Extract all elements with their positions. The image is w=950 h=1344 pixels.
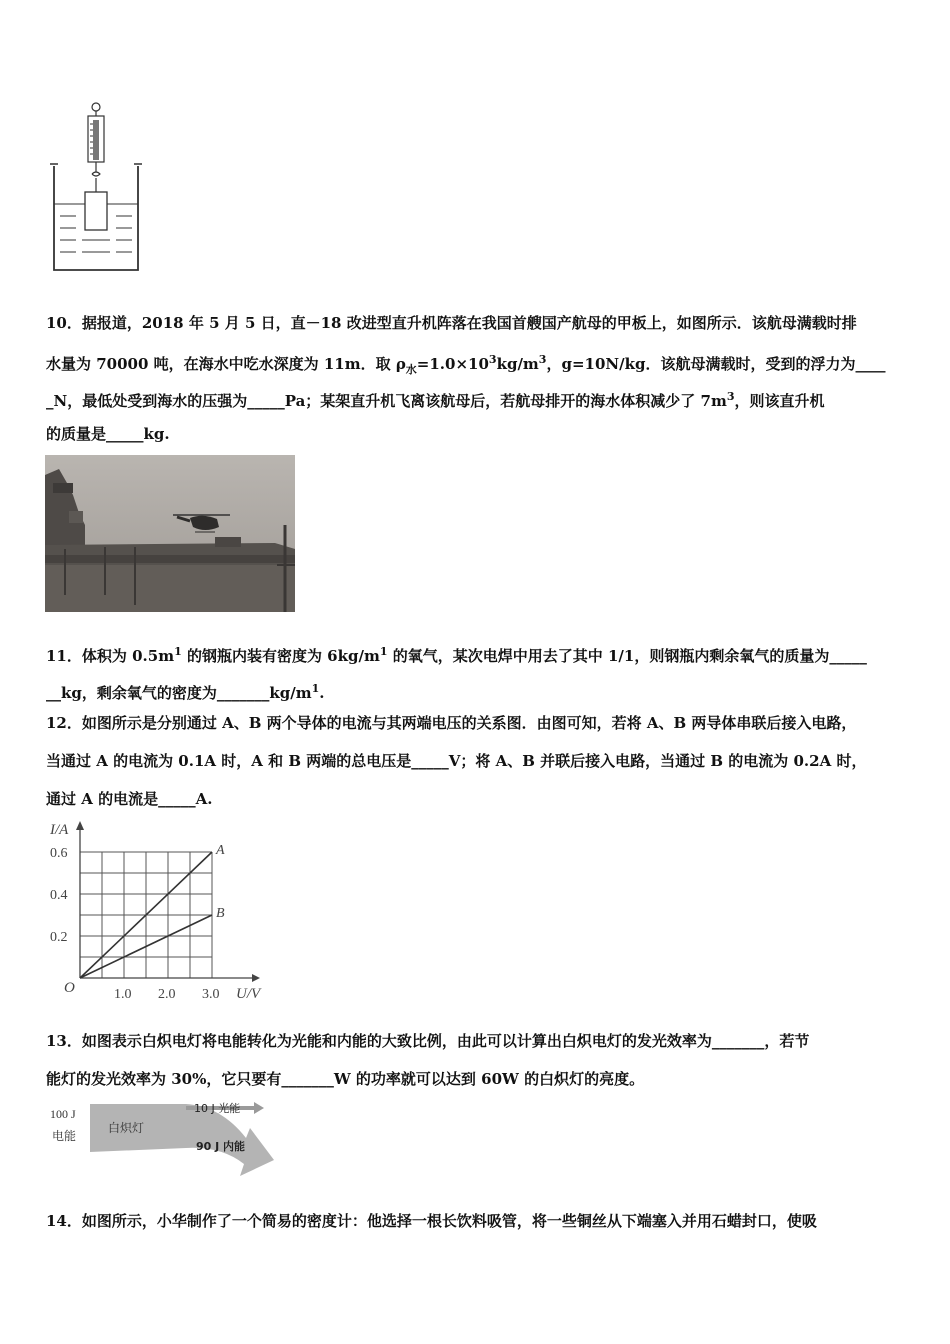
y-axis-label: I/A: [50, 822, 69, 838]
energy-flow-shape: [90, 1104, 274, 1176]
q11-line-2a: __kg，剩余氧气的密度为_______kg/m: [46, 684, 312, 702]
input-energy-value: 100 J: [50, 1107, 76, 1121]
q11-exp-1: 1: [174, 645, 182, 658]
origin-label: O: [64, 980, 75, 996]
y-axis-arrow: [76, 821, 84, 830]
q11-line-2b: .: [319, 684, 325, 702]
q10-line-3a: _N，最低处受到海水的压强为_____Pa；某架直升机飞离该航母后，若航母排开的海水体积减少了 7m: [46, 392, 727, 410]
q11-line-1: [46, 642, 916, 666]
x-tick-label: 2.0: [158, 987, 176, 1002]
q13-line-2: 能灯的发光效率为 30%，它只要有_______W 的功率就可以达到 60W 的白炽灯的亮度。: [46, 1070, 645, 1088]
q11-exp-3: 1: [311, 682, 320, 695]
q14-line-1: 14．如图所示，小华制作了一个简易的密度计：他选择一根长饮料吸管，将一些铜丝从下端塞入并用石蜡封口，使吸: [46, 1212, 817, 1230]
q12-line-3: 通过 A 的电流是_____A.: [46, 790, 213, 808]
heat-output-label: 90 J 内能: [196, 1140, 246, 1153]
q10-line-4: 的质量是_____kg.: [46, 425, 170, 443]
q10-line-2a: 水量为 70000 吨，在海水中吃水深度为 11m．取 ρ: [46, 355, 406, 373]
q10-line-2d: ，g=10N/kg．该航母满载时，受到的浮力为____: [546, 355, 886, 373]
x-tick-label: 3.0: [202, 987, 220, 1002]
q10-line-3: [46, 387, 916, 411]
spring-scale-beaker-figure: [46, 100, 146, 275]
q11-exp-2: 1: [379, 645, 388, 658]
q11-line-2: [46, 679, 916, 703]
q13-line-1: 13．如图表示白炽电灯将电能转化为光能和内能的大致比例，由此可以计算出白炽电灯的发光效率为_______，若节: [46, 1032, 810, 1050]
series-label-b: B: [216, 906, 225, 921]
current-voltage-chart: [46, 818, 276, 1008]
x-axis-arrow: [252, 974, 260, 982]
q12-line-2: 当通过 A 的电流为 0.1A 时，A 和 B 两端的总电压是_____V；将 A、B 并联后接入电路，当通过 B 的电流为 0.2A 时，: [46, 752, 867, 770]
y-tick-label: 0.2: [50, 930, 68, 945]
q11-line-1c: 的氧气，某次电焊中用去了其中 1/1，则钢瓶内剩余氧气的质量为_____: [387, 647, 867, 665]
q10-line-2c: kg/m: [496, 355, 539, 373]
device-label: 白炽灯: [108, 1121, 145, 1135]
x-axis-label: U/V: [236, 986, 261, 1002]
y-tick-label: 0.6: [50, 846, 68, 861]
q10-exp-2: 3: [538, 353, 547, 366]
q11-line-1b: 的钢瓶内装有密度为 6kg/m: [181, 647, 380, 665]
y-tick-label: 0.4: [50, 888, 68, 903]
q10-rho-sub: 水: [405, 363, 417, 376]
light-output-label: 10 J 光能: [194, 1102, 241, 1115]
q11-line-1a: 11．体积为 0.5m: [46, 647, 175, 665]
q10-exp-3: 3: [726, 390, 735, 403]
energy-conversion-diagram: [46, 1098, 276, 1186]
q10-line-3b: ，则该直升机: [734, 392, 825, 410]
x-tick-label: 1.0: [114, 987, 132, 1002]
q10-line-2: [46, 350, 916, 380]
carrier-helicopter-photo: [45, 455, 295, 612]
input-energy-label: 电能: [52, 1129, 77, 1143]
q10-line-2b: =1.0×10: [416, 355, 489, 373]
series-label-a: A: [216, 843, 225, 858]
q12-line-1: 12．如图所示是分别通过 A、B 两个导体的电流与其两端电压的关系图．由图可知，若将 A、B 两导体串联后接入电路，: [46, 714, 857, 732]
q10-line-1: 10．据报道，2018 年 5 月 5 日，直－18 改进型直升机阵落在我国首艘国产航母的甲板上，如图所示．该航母满载时排: [46, 314, 857, 332]
q10-exp-1: 3: [488, 353, 497, 366]
